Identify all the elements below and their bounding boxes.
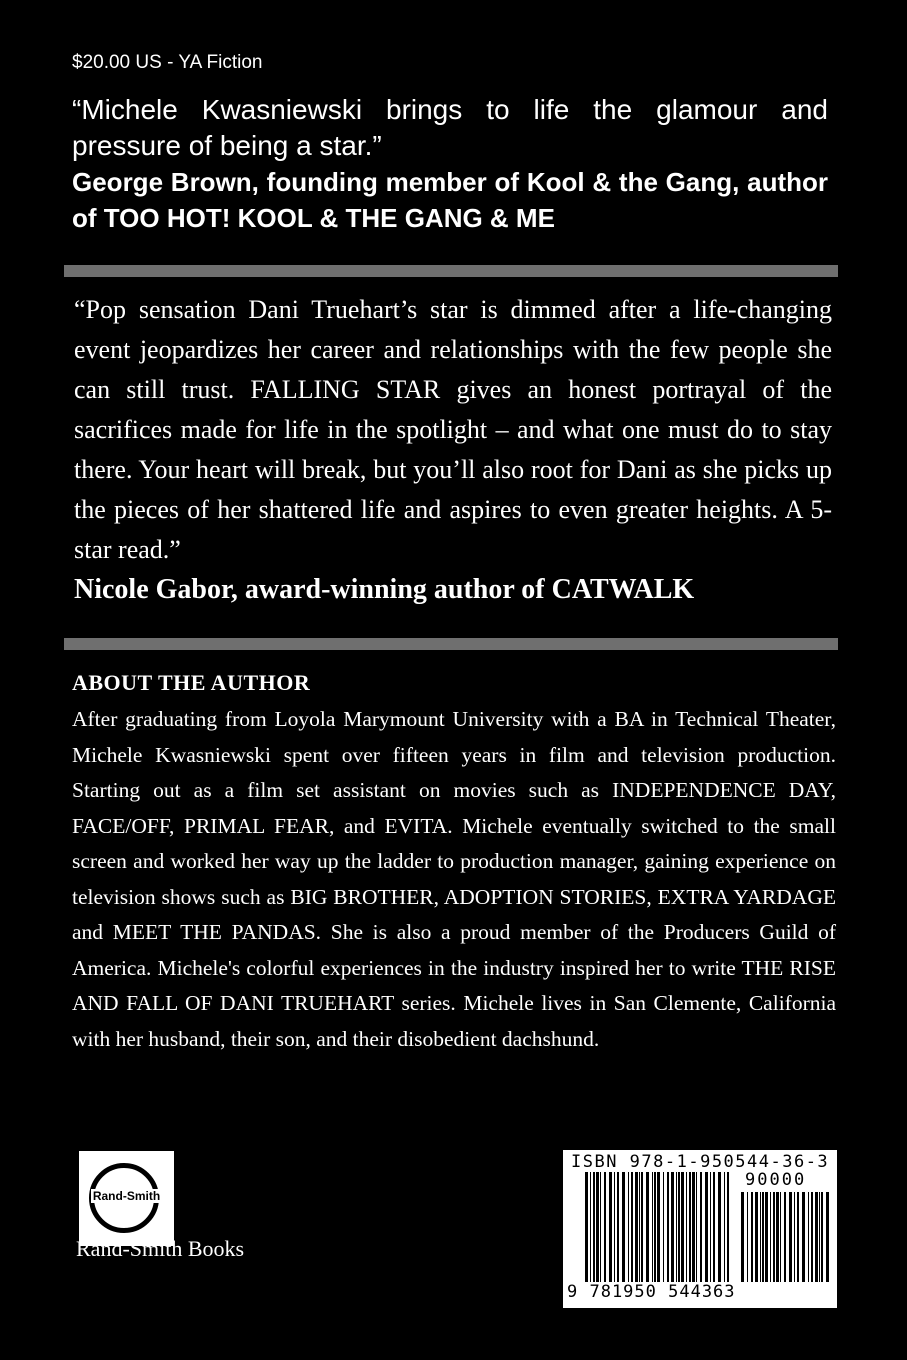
barcode-stripe xyxy=(681,1172,684,1282)
addon-bars xyxy=(741,1192,829,1282)
review-quote: “Pop sensation Dani Truehart’s star is dimmed after a life-changing event jeopardizes her career and relationships with the few people she can still trust. FALLING STAR gives an honest portrayal of the sacrifices made for life in the spotlight – and what one must do to stay there. Your heart will break, but you’ll also root for Dani as she picks up the pieces of her shattered life and aspires to even greater heights. A 5-star read.” xyxy=(74,295,832,564)
isbn-label: ISBN 978-1-950544-36-3 xyxy=(571,1152,830,1172)
barcode-stripe xyxy=(622,1172,625,1282)
barcode-stripe xyxy=(773,1192,775,1282)
publisher-name: Rand-Smith Books xyxy=(76,1236,245,1261)
barcode-stripe xyxy=(747,1192,748,1282)
barcode-stripe xyxy=(641,1172,643,1282)
barcode-stripe xyxy=(821,1192,823,1282)
barcode-stripe xyxy=(676,1172,677,1282)
barcode-stripe xyxy=(585,1172,588,1282)
barcode-stripe xyxy=(593,1172,595,1282)
barcode-stripe xyxy=(770,1192,771,1282)
endorsement-attribution: George Brown, founding member of Kool & the Gang, author of TOO HOT! KOOL & THE GANG & ME xyxy=(72,167,828,233)
barcode-stripe xyxy=(609,1172,612,1282)
barcode-stripe xyxy=(751,1192,753,1282)
barcode-stripe xyxy=(811,1192,813,1282)
about-body: After graduating from Loyola Marymount University with a BA in Technical Theater, Michele Kwasniewski spent over fifteen years in film and television production. Starting out as a film set assistant on movies such as INDEPENDENCE DAY, FACE/OFF, PRIMAL FEAR, and EVITA. Michele eventually switched to the small screen and worked her way up the ladder to production manager, gaining experience on television shows such as BIG BROTHER, ADOPTION STORIES, EXTRA YARDAGE and MEET THE PANDAS. She is also a proud member of the Producers Guild of America. Michele's colorful experiences in the industry inspired her to write THE RISE AND FALL OF DANI TRUEHART series. Michele lives in San Clemente, California with her husband, their son, and their disobedient dachshund. xyxy=(72,707,836,1051)
barcode-stripe xyxy=(692,1172,695,1282)
barcode-stripe xyxy=(700,1172,702,1282)
barcode-stripe xyxy=(617,1172,619,1282)
barcode-stripe xyxy=(713,1172,715,1282)
barcode-stripe xyxy=(710,1172,711,1282)
barcode-stripe xyxy=(604,1172,606,1282)
price-line: $20.00 US - YA Fiction xyxy=(72,52,263,73)
barcode-stripe xyxy=(797,1192,799,1282)
barcode-stripe xyxy=(590,1172,591,1282)
about-heading: ABOUT THE AUTHOR xyxy=(72,670,311,695)
barcode-stripe xyxy=(826,1192,829,1282)
addon-digits: 90000 xyxy=(745,1170,807,1190)
barcode-stripe xyxy=(808,1192,809,1282)
section-divider xyxy=(64,638,838,650)
isbn-barcode xyxy=(563,1150,837,1308)
barcode-stripe xyxy=(631,1172,633,1282)
barcode-stripe xyxy=(652,1172,653,1282)
barcode-stripe xyxy=(678,1172,680,1282)
barcode-stripe xyxy=(671,1172,674,1282)
barcode-stripe xyxy=(780,1192,781,1282)
endorsement-quote: “Michele Kwasniewski brings to life the glamour and pressure of being a star.” xyxy=(72,94,828,161)
barcode-stripe xyxy=(596,1172,599,1282)
review-attribution: Nicole Gabor, award-winning author of CATWALK xyxy=(74,574,695,605)
barcode-stripe xyxy=(755,1192,758,1282)
barcode-stripe xyxy=(789,1192,792,1282)
barcode-stripe xyxy=(639,1172,640,1282)
barcode-stripe xyxy=(635,1172,638,1282)
barcode-stripe xyxy=(724,1172,725,1282)
barcode-stripe xyxy=(815,1192,818,1282)
barcode-stripe xyxy=(689,1172,691,1282)
barcode-stripe xyxy=(741,1192,744,1282)
barcode-stripe xyxy=(600,1172,601,1282)
barcode-stripe xyxy=(667,1172,669,1282)
barcode-stripe xyxy=(819,1192,820,1282)
barcode-stripe xyxy=(663,1172,664,1282)
barcode-stripe xyxy=(762,1192,764,1282)
barcode-stripe xyxy=(696,1172,697,1282)
barcode-stripe xyxy=(765,1192,768,1282)
logo-text: Rand-Smith xyxy=(92,1189,161,1203)
barcode-stripe xyxy=(628,1172,629,1282)
barcode-stripe xyxy=(794,1192,795,1282)
barcode-stripe xyxy=(614,1172,615,1282)
barcode-stripe xyxy=(705,1172,708,1282)
publisher-logo xyxy=(79,1151,174,1246)
barcode-stripe xyxy=(784,1192,786,1282)
barcode-stripe xyxy=(718,1172,721,1282)
barcode-stripe xyxy=(646,1172,649,1282)
section-divider xyxy=(64,265,838,277)
barcode-bars xyxy=(585,1172,733,1282)
barcode-stripe xyxy=(654,1172,656,1282)
barcode-stripe xyxy=(657,1172,660,1282)
barcode-stripe xyxy=(760,1192,761,1282)
barcode-stripe xyxy=(686,1172,687,1282)
barcode-stripe xyxy=(727,1172,729,1282)
barcode-stripe xyxy=(802,1192,805,1282)
barcode-stripe xyxy=(776,1192,779,1282)
ean-digits: 9 781950 544363 xyxy=(567,1282,736,1302)
